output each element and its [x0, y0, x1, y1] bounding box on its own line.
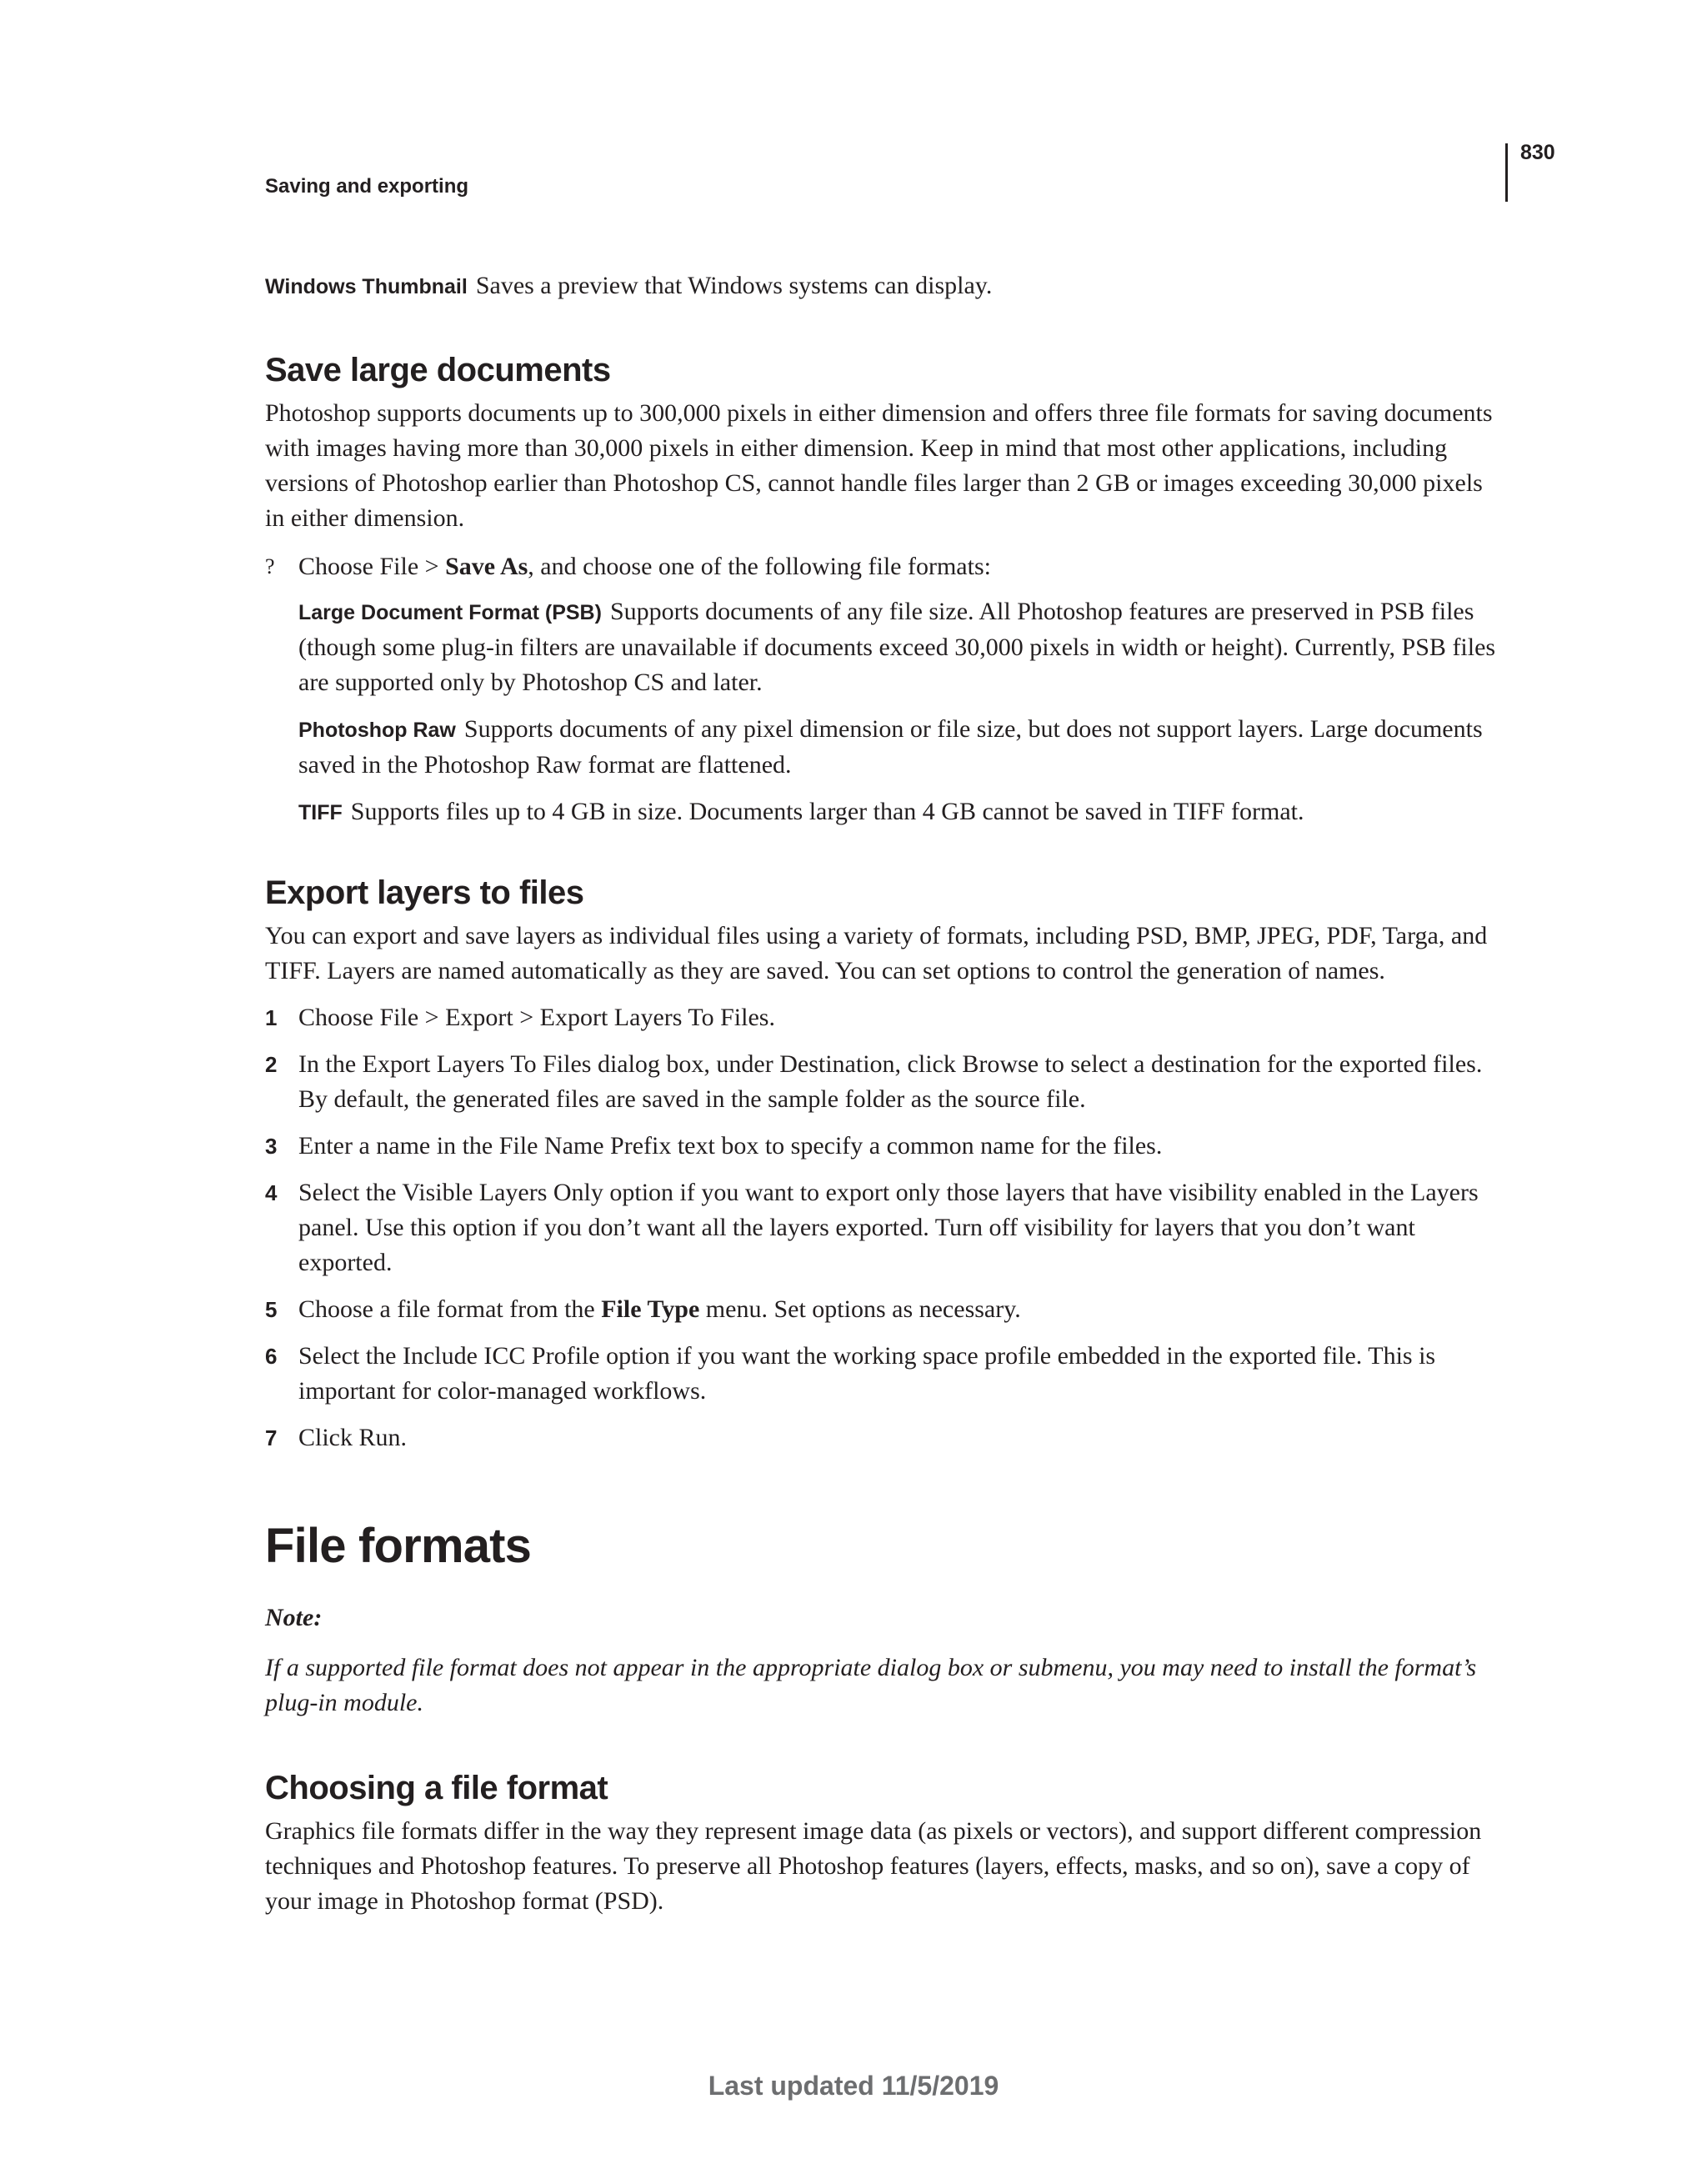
heading-export-layers: Export layers to files	[265, 874, 584, 911]
step-number: 1	[265, 1005, 278, 1030]
heading-save-large-documents: Save large documents	[265, 352, 611, 388]
save-as-step	[265, 549, 1499, 584]
step-text	[298, 1292, 1499, 1327]
list-item	[265, 1339, 1499, 1409]
step-text-prefix: Choose a file format from the	[298, 1295, 602, 1323]
step-text: Choose File > Export > Export Layers To Files.	[298, 1004, 775, 1031]
running-head: Saving and exporting	[265, 175, 469, 198]
format-term: Photoshop Raw	[298, 719, 456, 742]
step-prefix: Choose File >	[298, 553, 446, 580]
footer-last-updated: Last updated 11/5/2019	[708, 2071, 999, 2101]
header-rule	[1505, 143, 1508, 202]
page-content	[265, 268, 1499, 1919]
step-text: Select the Include ICC Profile option if you want the working space profile embedded in the exported file. This is important for color-managed workflows.	[298, 1342, 1436, 1405]
heading-file-formats: File formats	[265, 1519, 532, 1573]
format-text: Supports documents of any file size. All Photoshop features are preserved in PSB files (though some plug-in filters are unavailable if documents exceed 30,000 pixels in width or height). Currently, PSB files are supported only by Photoshop CS and later.	[298, 598, 1496, 696]
list-item	[265, 1292, 1499, 1327]
format-item	[265, 794, 1499, 830]
format-text: Supports documents of any pixel dimension or file size, but does not support layers. Large documents saved in the Photoshop Raw format are flattened.	[298, 715, 1483, 779]
format-term: Large Document Format (PSB)	[298, 601, 602, 624]
step-number: 2	[265, 1052, 278, 1077]
heading-choosing-file-format: Choosing a file format	[265, 1770, 608, 1806]
list-item	[265, 1129, 1499, 1164]
step-text-suffix: menu. Set options as necessary.	[699, 1295, 1021, 1323]
list-item	[265, 1175, 1499, 1280]
step-text: Click Run.	[298, 1424, 408, 1451]
step-number: 5	[265, 1297, 278, 1322]
save-large-paragraph: Photoshop supports documents up to 300,000 pixels in either dimension and offers three file formats for saving documents with images having more than 30,000 pixels in either dimension. Keep in mind that most other applications, including versions of Photoshop earlier than Photoshop CS, cannot handle files larger than 2 GB or images exceeding 30,000 pixels in either dimension.	[265, 399, 1493, 532]
note-text: If a supported file format does not appear in the appropriate dialog box or submenu, you may need to install the format’s plug-in module.	[265, 1654, 1477, 1716]
save-as-command: Save As	[445, 553, 528, 580]
save-as-step-text	[298, 549, 1499, 584]
intro-text: Saves a preview that Windows systems can display.	[475, 272, 993, 299]
choosing-paragraph: Graphics file formats differ in the way they represent image data (as pixels or vectors), and support different compression techniques and Photoshop features. To preserve all Photoshop features (layers, effects, masks, and so on), save a copy of your image in Photoshop format (PSD).	[265, 1817, 1482, 1915]
step-number: 6	[265, 1344, 278, 1369]
note-label	[265, 1600, 1499, 1635]
list-item	[265, 1047, 1499, 1117]
step-suffix: , and choose one of the following file formats:	[528, 553, 991, 580]
step-text: Enter a name in the File Name Prefix text box to specify a common name for the files.	[298, 1132, 1163, 1160]
step-number: 4	[265, 1180, 278, 1205]
bullet-marker: ?	[265, 554, 275, 579]
step-text: In the Export Layers To Files dialog box, under Destination, click Browse to select a destination for the exported files. By default, the generated files are saved in the sample folder as the source file.	[298, 1050, 1483, 1113]
step-number: 7	[265, 1425, 278, 1450]
file-type-menu-name: File Type	[601, 1295, 700, 1323]
step-text: Select the Visible Layers Only option if you want to export only those layers that have visibility enabled in the Layers panel. Use this option if you don’t want all the layers exported. Turn off visibility for layers that you don’t want exported.	[298, 1179, 1479, 1276]
note-label-text: Note:	[265, 1604, 323, 1631]
list-item	[265, 1420, 1499, 1455]
list-item	[265, 1000, 1499, 1035]
page-number: 830	[1520, 141, 1555, 164]
format-text: Supports files up to 4 GB in size. Documents larger than 4 GB cannot be saved in TIFF format.	[350, 798, 1304, 825]
intro-paragraph	[265, 268, 1499, 304]
step-number: 3	[265, 1134, 278, 1159]
format-term: TIFF	[298, 801, 343, 824]
intro-term: Windows Thumbnail	[265, 275, 468, 298]
format-item	[265, 594, 1499, 700]
export-layers-paragraph: You can export and save layers as individual files using a variety of formats, including PSD, BMP, JPEG, PDF, Targa, and TIFF. Layers are named automatically as they are saved. You can set options to control the generation of names.	[265, 922, 1488, 984]
format-item	[265, 712, 1499, 783]
